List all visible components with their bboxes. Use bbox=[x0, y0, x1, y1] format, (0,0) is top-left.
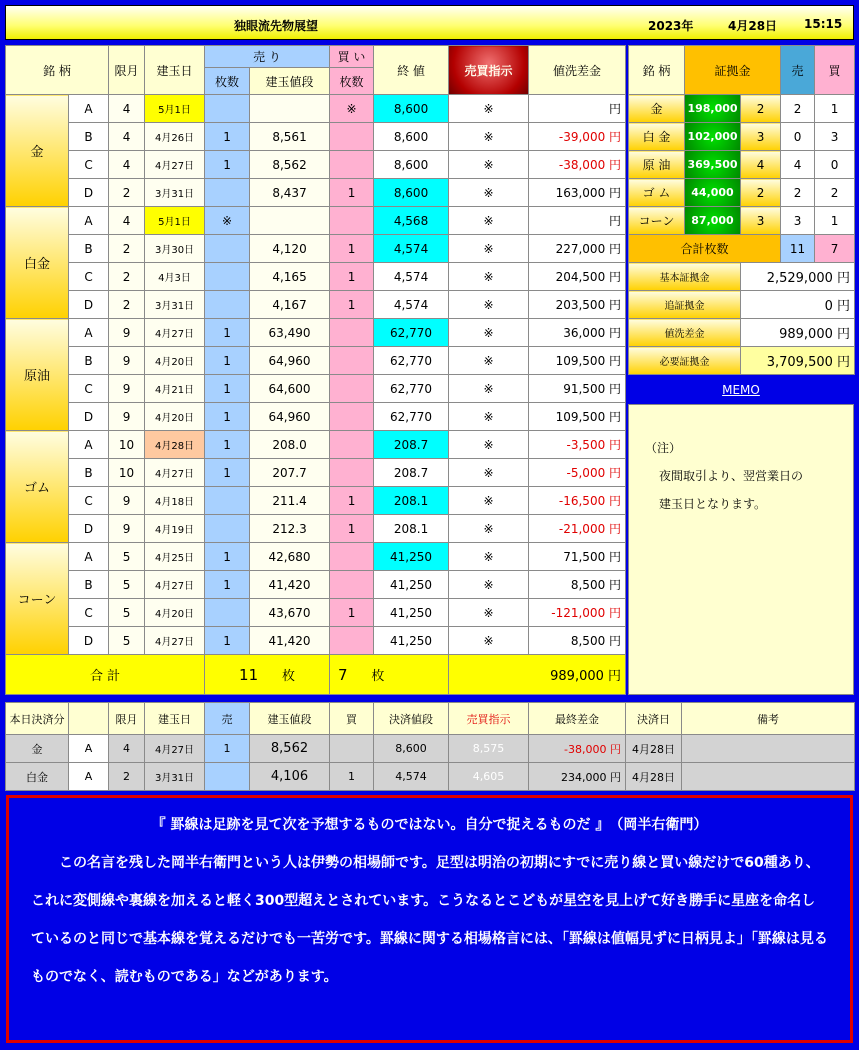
row-id: A bbox=[69, 95, 109, 123]
total-sell: 11 枚 bbox=[205, 655, 330, 695]
settle-col-entry: 建玉値段 bbox=[250, 703, 330, 735]
row-date: 4月27日 bbox=[145, 319, 205, 347]
row-id: B bbox=[69, 571, 109, 599]
row-signal: ※ bbox=[449, 375, 529, 403]
row-date: 4月27日 bbox=[145, 459, 205, 487]
row-buy-count: 1 bbox=[330, 515, 374, 543]
row-close: 4,574 bbox=[374, 235, 449, 263]
row-date: 4月28日 bbox=[145, 431, 205, 459]
settle-col-buy: 買 bbox=[330, 703, 374, 735]
summary-value: 989,000 円 bbox=[741, 319, 855, 347]
row-gengetsu: 4 bbox=[109, 151, 145, 179]
side-margin: 198,000 bbox=[685, 95, 741, 123]
side-margin: 44,000 bbox=[685, 179, 741, 207]
row-entry-price: 8,437 bbox=[250, 179, 330, 207]
side-name: コーン bbox=[629, 207, 685, 235]
row-diff: -3,500 円 bbox=[529, 431, 626, 459]
row-signal: ※ bbox=[449, 515, 529, 543]
row-close: 8,600 bbox=[374, 123, 449, 151]
total-buy: 7 枚 bbox=[330, 655, 449, 695]
side-margin: 87,000 bbox=[685, 207, 741, 235]
row-date: 4月27日 bbox=[145, 571, 205, 599]
settle-date: 3月31日 bbox=[145, 763, 205, 791]
row-entry-price: 64,600 bbox=[250, 375, 330, 403]
row-buy-count bbox=[330, 403, 374, 431]
row-id: B bbox=[69, 123, 109, 151]
header-year: 2023年 bbox=[648, 19, 694, 33]
settle-id: A bbox=[69, 763, 109, 791]
settle-buy: 1 bbox=[330, 763, 374, 791]
margin-table bbox=[628, 45, 855, 375]
side-name: ゴ ム bbox=[629, 179, 685, 207]
row-buy-count bbox=[330, 627, 374, 655]
summary-value: 0 円 bbox=[741, 291, 855, 319]
col-buy: 買 い bbox=[330, 46, 374, 68]
row-close: 41,250 bbox=[374, 571, 449, 599]
row-buy-count bbox=[330, 319, 374, 347]
title-bar bbox=[5, 5, 854, 40]
row-entry-price bbox=[250, 95, 330, 123]
row-gengetsu: 2 bbox=[109, 179, 145, 207]
summary-label: 値洗差金 bbox=[629, 319, 741, 347]
summary-label: 基本証拠金 bbox=[629, 263, 741, 291]
row-id: B bbox=[69, 347, 109, 375]
row-id: A bbox=[69, 319, 109, 347]
row-sell-count bbox=[205, 95, 250, 123]
side-col-margin: 証拠金 bbox=[685, 46, 781, 95]
row-close: 62,770 bbox=[374, 319, 449, 347]
summary-value: 2,529,000 円 bbox=[741, 263, 855, 291]
row-id: D bbox=[69, 291, 109, 319]
col-sell: 売 り bbox=[205, 46, 330, 68]
settle-col-tateday: 建玉日 bbox=[145, 703, 205, 735]
settle-note bbox=[682, 735, 855, 763]
quote-title: 『 罫線は足跡を見て次を予想するものではない。自分で捉えるものだ 』 （岡半右衛門） bbox=[151, 817, 708, 833]
row-close: 41,250 bbox=[374, 543, 449, 571]
group-name: ゴム bbox=[6, 431, 69, 543]
side-total-label: 合計枚数 bbox=[629, 235, 781, 263]
row-entry-price: 8,561 bbox=[250, 123, 330, 151]
row-id: C bbox=[69, 375, 109, 403]
row-signal: ※ bbox=[449, 571, 529, 599]
row-date: 4月21日 bbox=[145, 375, 205, 403]
group-name: コーン bbox=[6, 543, 69, 655]
col-entry-price: 建玉値段 bbox=[250, 68, 330, 95]
row-sell-count: 1 bbox=[205, 431, 250, 459]
col-diff: 値洗差金 bbox=[529, 46, 626, 95]
col-signal: 売買指示 bbox=[449, 46, 529, 95]
row-sell-count: 1 bbox=[205, 459, 250, 487]
row-close: 62,770 bbox=[374, 347, 449, 375]
row-buy-count: 1 bbox=[330, 487, 374, 515]
settle-final: 234,000 円 bbox=[529, 763, 626, 791]
row-entry-price: 4,165 bbox=[250, 263, 330, 291]
memo-line2: 建玉日となります。 bbox=[659, 497, 767, 511]
col-buy-count: 枚数 bbox=[330, 68, 374, 95]
col-tateday: 建玉日 bbox=[145, 46, 205, 95]
row-buy-count bbox=[330, 375, 374, 403]
settle-entry: 4,106 bbox=[250, 763, 330, 791]
row-diff: -39,000 円 bbox=[529, 123, 626, 151]
row-gengetsu: 2 bbox=[109, 291, 145, 319]
row-date: 4月18日 bbox=[145, 487, 205, 515]
row-diff: 円 bbox=[529, 95, 626, 123]
row-id: D bbox=[69, 179, 109, 207]
memo-link[interactable]: MEMO bbox=[722, 383, 760, 397]
side-buy: 3 bbox=[815, 123, 855, 151]
row-close: 208.1 bbox=[374, 515, 449, 543]
settle-entry: 8,562 bbox=[250, 735, 330, 763]
group-name: 白金 bbox=[6, 207, 69, 319]
row-id: B bbox=[69, 459, 109, 487]
row-sell-count: 1 bbox=[205, 543, 250, 571]
row-diff: -38,000 円 bbox=[529, 151, 626, 179]
col-close: 終 値 bbox=[374, 46, 449, 95]
row-id: C bbox=[69, 599, 109, 627]
settle-col-signal: 売買指示 bbox=[449, 703, 529, 735]
side-total-buy: 7 bbox=[815, 235, 855, 263]
side-sell: 0 bbox=[781, 123, 815, 151]
settle-col-sell: 売 bbox=[205, 703, 250, 735]
row-entry-price: 211.4 bbox=[250, 487, 330, 515]
side-buy: 0 bbox=[815, 151, 855, 179]
row-entry-price: 207.7 bbox=[250, 459, 330, 487]
row-entry-price bbox=[250, 207, 330, 235]
positions-table bbox=[5, 45, 626, 695]
side-name: 白 金 bbox=[629, 123, 685, 151]
row-signal: ※ bbox=[449, 207, 529, 235]
side-buy: 2 bbox=[815, 179, 855, 207]
row-gengetsu: 4 bbox=[109, 123, 145, 151]
row-gengetsu: 9 bbox=[109, 487, 145, 515]
row-diff: -21,000 円 bbox=[529, 515, 626, 543]
row-buy-count bbox=[330, 571, 374, 599]
row-date: 5月1日 bbox=[145, 95, 205, 123]
side-mult: 3 bbox=[741, 123, 781, 151]
row-sell-count: 1 bbox=[205, 627, 250, 655]
settle-col-settle-price: 決済値段 bbox=[374, 703, 449, 735]
side-sell: 4 bbox=[781, 151, 815, 179]
row-sell-count: 1 bbox=[205, 319, 250, 347]
row-diff: 109,500 円 bbox=[529, 403, 626, 431]
row-close: 4,574 bbox=[374, 291, 449, 319]
row-date: 4月25日 bbox=[145, 543, 205, 571]
row-signal: ※ bbox=[449, 487, 529, 515]
row-close: 4,574 bbox=[374, 263, 449, 291]
row-id: D bbox=[69, 627, 109, 655]
settle-date: 4月27日 bbox=[145, 735, 205, 763]
row-diff: 36,000 円 bbox=[529, 319, 626, 347]
settle-buy bbox=[330, 735, 374, 763]
memo-line1: 夜間取引より、翌営業日の bbox=[659, 469, 804, 483]
row-gengetsu: 5 bbox=[109, 599, 145, 627]
row-buy-count bbox=[330, 543, 374, 571]
row-close: 208.7 bbox=[374, 431, 449, 459]
row-date: 4月3日 bbox=[145, 263, 205, 291]
row-close: 8,600 bbox=[374, 179, 449, 207]
row-sell-count bbox=[205, 179, 250, 207]
row-gengetsu: 5 bbox=[109, 571, 145, 599]
row-sell-count bbox=[205, 487, 250, 515]
row-diff: 204,500 円 bbox=[529, 263, 626, 291]
header-date: 4月28日 bbox=[728, 19, 778, 33]
row-buy-count bbox=[330, 207, 374, 235]
settle-price: 4,574 bbox=[374, 763, 449, 791]
total-label: 合 計 bbox=[6, 655, 205, 695]
row-signal: ※ bbox=[449, 95, 529, 123]
row-buy-count: 1 bbox=[330, 235, 374, 263]
settle-id: A bbox=[69, 735, 109, 763]
row-date: 4月20日 bbox=[145, 599, 205, 627]
row-id: C bbox=[69, 263, 109, 291]
row-date: 4月27日 bbox=[145, 151, 205, 179]
quote-box bbox=[6, 795, 853, 1043]
group-name: 金 bbox=[6, 95, 69, 207]
row-diff: 203,500 円 bbox=[529, 291, 626, 319]
row-id: B bbox=[69, 235, 109, 263]
row-date: 3月31日 bbox=[145, 291, 205, 319]
row-gengetsu: 5 bbox=[109, 543, 145, 571]
row-id: A bbox=[69, 543, 109, 571]
settle-day: 4月28日 bbox=[626, 763, 682, 791]
row-signal: ※ bbox=[449, 543, 529, 571]
row-sell-count: 1 bbox=[205, 403, 250, 431]
row-diff: 109,500 円 bbox=[529, 347, 626, 375]
row-gengetsu: 10 bbox=[109, 431, 145, 459]
summary-label: 追証拠金 bbox=[629, 291, 741, 319]
settle-final: -38,000 円 bbox=[529, 735, 626, 763]
row-close: 41,250 bbox=[374, 599, 449, 627]
settle-price: 8,600 bbox=[374, 735, 449, 763]
side-margin: 102,000 bbox=[685, 123, 741, 151]
summary-label: 必要証拠金 bbox=[629, 347, 741, 375]
row-close: 8,600 bbox=[374, 151, 449, 179]
row-sell-count: 1 bbox=[205, 151, 250, 179]
row-gengetsu: 4 bbox=[109, 95, 145, 123]
row-signal: ※ bbox=[449, 123, 529, 151]
row-signal: ※ bbox=[449, 291, 529, 319]
settle-col-day: 決済日 bbox=[626, 703, 682, 735]
row-date: 5月1日 bbox=[145, 207, 205, 235]
row-sell-count: 1 bbox=[205, 123, 250, 151]
row-diff: 円 bbox=[529, 207, 626, 235]
col-gengetsu: 限月 bbox=[109, 46, 145, 95]
memo-note: （注） bbox=[645, 441, 682, 455]
row-sell-count bbox=[205, 263, 250, 291]
row-diff: 91,500 円 bbox=[529, 375, 626, 403]
row-buy-count: ※ bbox=[330, 95, 374, 123]
row-entry-price: 4,167 bbox=[250, 291, 330, 319]
row-date: 3月30日 bbox=[145, 235, 205, 263]
row-buy-count: 1 bbox=[330, 179, 374, 207]
row-close: 62,770 bbox=[374, 375, 449, 403]
settle-gengetsu: 4 bbox=[109, 735, 145, 763]
row-entry-price: 42,680 bbox=[250, 543, 330, 571]
row-gengetsu: 2 bbox=[109, 263, 145, 291]
side-buy: 1 bbox=[815, 207, 855, 235]
side-col-buy: 買 bbox=[815, 46, 855, 95]
row-entry-price: 212.3 bbox=[250, 515, 330, 543]
row-date: 4月26日 bbox=[145, 123, 205, 151]
app-title: 独眼流先物展望 bbox=[234, 19, 319, 33]
summary-value: 3,709,500 円 bbox=[741, 347, 855, 375]
settle-signal: 8,575 bbox=[449, 735, 529, 763]
side-sell: 2 bbox=[781, 179, 815, 207]
settle-col-label: 本日決済分 bbox=[6, 703, 69, 735]
side-total-sell: 11 bbox=[781, 235, 815, 263]
row-close: 4,568 bbox=[374, 207, 449, 235]
row-entry-price: 63,490 bbox=[250, 319, 330, 347]
row-gengetsu: 9 bbox=[109, 515, 145, 543]
settle-day: 4月28日 bbox=[626, 735, 682, 763]
side-col-sell: 売 bbox=[781, 46, 815, 95]
side-sell: 2 bbox=[781, 95, 815, 123]
row-diff: 8,500 円 bbox=[529, 571, 626, 599]
row-entry-price: 8,562 bbox=[250, 151, 330, 179]
row-signal: ※ bbox=[449, 179, 529, 207]
col-sell-count: 枚数 bbox=[205, 68, 250, 95]
row-close: 8,600 bbox=[374, 95, 449, 123]
side-mult: 3 bbox=[741, 207, 781, 235]
row-gengetsu: 5 bbox=[109, 627, 145, 655]
settle-signal: 4,605 bbox=[449, 763, 529, 791]
row-signal: ※ bbox=[449, 431, 529, 459]
row-gengetsu: 9 bbox=[109, 319, 145, 347]
settle-name: 白金 bbox=[6, 763, 69, 791]
row-signal: ※ bbox=[449, 347, 529, 375]
row-id: D bbox=[69, 403, 109, 431]
row-diff: 8,500 円 bbox=[529, 627, 626, 655]
row-signal: ※ bbox=[449, 599, 529, 627]
settle-note bbox=[682, 763, 855, 791]
row-id: A bbox=[69, 207, 109, 235]
settle-col-gengetsu: 限月 bbox=[109, 703, 145, 735]
row-id: C bbox=[69, 151, 109, 179]
row-buy-count bbox=[330, 431, 374, 459]
row-date: 4月19日 bbox=[145, 515, 205, 543]
row-diff: 227,000 円 bbox=[529, 235, 626, 263]
side-mult: 2 bbox=[741, 179, 781, 207]
row-diff: 163,000 円 bbox=[529, 179, 626, 207]
settle-col-note: 備考 bbox=[682, 703, 855, 735]
row-entry-price: 43,670 bbox=[250, 599, 330, 627]
side-sell: 3 bbox=[781, 207, 815, 235]
row-gengetsu: 9 bbox=[109, 403, 145, 431]
side-margin: 369,500 bbox=[685, 151, 741, 179]
row-entry-price: 208.0 bbox=[250, 431, 330, 459]
settle-col-final: 最終差金 bbox=[529, 703, 626, 735]
row-sell-count: 1 bbox=[205, 347, 250, 375]
side-buy: 1 bbox=[815, 95, 855, 123]
row-buy-count bbox=[330, 151, 374, 179]
quote-body: この名言を残した岡半右衛門という人は伊勢の相場師です。足型は明治の初期にすでに売り線と買い線だけで60種あり、これに変側線や裏線を加えると軽く300型超えとされています。こうなるとこどもが星空を見上げて好き勝手に星座を命名しているのと同じで基本線を覚えるだけでも一苦労です。罫線に関する相場格言には、「罫線は値幅見ずに日柄見よ」「罫線は見るものでなく、読むものである」などがあります。 bbox=[31, 855, 828, 985]
row-buy-count: 1 bbox=[330, 263, 374, 291]
row-gengetsu: 2 bbox=[109, 235, 145, 263]
row-gengetsu: 9 bbox=[109, 375, 145, 403]
row-signal: ※ bbox=[449, 627, 529, 655]
row-gengetsu: 9 bbox=[109, 347, 145, 375]
row-signal: ※ bbox=[449, 459, 529, 487]
row-entry-price: 41,420 bbox=[250, 571, 330, 599]
settle-sell: 1 bbox=[205, 735, 250, 763]
row-diff: -5,000 円 bbox=[529, 459, 626, 487]
row-date: 4月20日 bbox=[145, 347, 205, 375]
side-mult: 2 bbox=[741, 95, 781, 123]
row-gengetsu: 4 bbox=[109, 207, 145, 235]
row-id: A bbox=[69, 431, 109, 459]
memo-panel bbox=[628, 404, 854, 695]
settle-sell bbox=[205, 763, 250, 791]
row-sell-count: 1 bbox=[205, 375, 250, 403]
col-meigara: 銘 柄 bbox=[6, 46, 109, 95]
row-date: 4月20日 bbox=[145, 403, 205, 431]
row-close: 41,250 bbox=[374, 627, 449, 655]
header-time: 15:15 bbox=[804, 17, 843, 31]
settle-name: 金 bbox=[6, 735, 69, 763]
row-gengetsu: 10 bbox=[109, 459, 145, 487]
settle-gengetsu: 2 bbox=[109, 763, 145, 791]
row-sell-count bbox=[205, 599, 250, 627]
row-entry-price: 64,960 bbox=[250, 347, 330, 375]
row-signal: ※ bbox=[449, 319, 529, 347]
row-entry-price: 41,420 bbox=[250, 627, 330, 655]
row-sell-count: 1 bbox=[205, 571, 250, 599]
side-name: 原 油 bbox=[629, 151, 685, 179]
row-diff: 71,500 円 bbox=[529, 543, 626, 571]
row-signal: ※ bbox=[449, 263, 529, 291]
row-entry-price: 64,960 bbox=[250, 403, 330, 431]
row-close: 208.7 bbox=[374, 459, 449, 487]
group-name: 原油 bbox=[6, 319, 69, 431]
row-date: 3月31日 bbox=[145, 179, 205, 207]
row-buy-count bbox=[330, 459, 374, 487]
row-buy-count bbox=[330, 123, 374, 151]
row-buy-count bbox=[330, 347, 374, 375]
row-signal: ※ bbox=[449, 151, 529, 179]
row-close: 62,770 bbox=[374, 403, 449, 431]
total-amount: 989,000 円 bbox=[449, 655, 626, 695]
row-close: 208.1 bbox=[374, 487, 449, 515]
side-col-meigara: 銘 柄 bbox=[629, 46, 685, 95]
row-id: C bbox=[69, 487, 109, 515]
row-buy-count: 1 bbox=[330, 291, 374, 319]
row-entry-price: 4,120 bbox=[250, 235, 330, 263]
row-diff: -121,000 円 bbox=[529, 599, 626, 627]
row-sell-count bbox=[205, 515, 250, 543]
side-name: 金 bbox=[629, 95, 685, 123]
row-date: 4月27日 bbox=[145, 627, 205, 655]
row-id: D bbox=[69, 515, 109, 543]
row-buy-count: 1 bbox=[330, 599, 374, 627]
side-mult: 4 bbox=[741, 151, 781, 179]
settlement-table bbox=[5, 702, 855, 791]
row-diff: -16,500 円 bbox=[529, 487, 626, 515]
row-sell-count bbox=[205, 235, 250, 263]
row-sell-count: ※ bbox=[205, 207, 250, 235]
row-signal: ※ bbox=[449, 235, 529, 263]
row-signal: ※ bbox=[449, 403, 529, 431]
row-sell-count bbox=[205, 291, 250, 319]
